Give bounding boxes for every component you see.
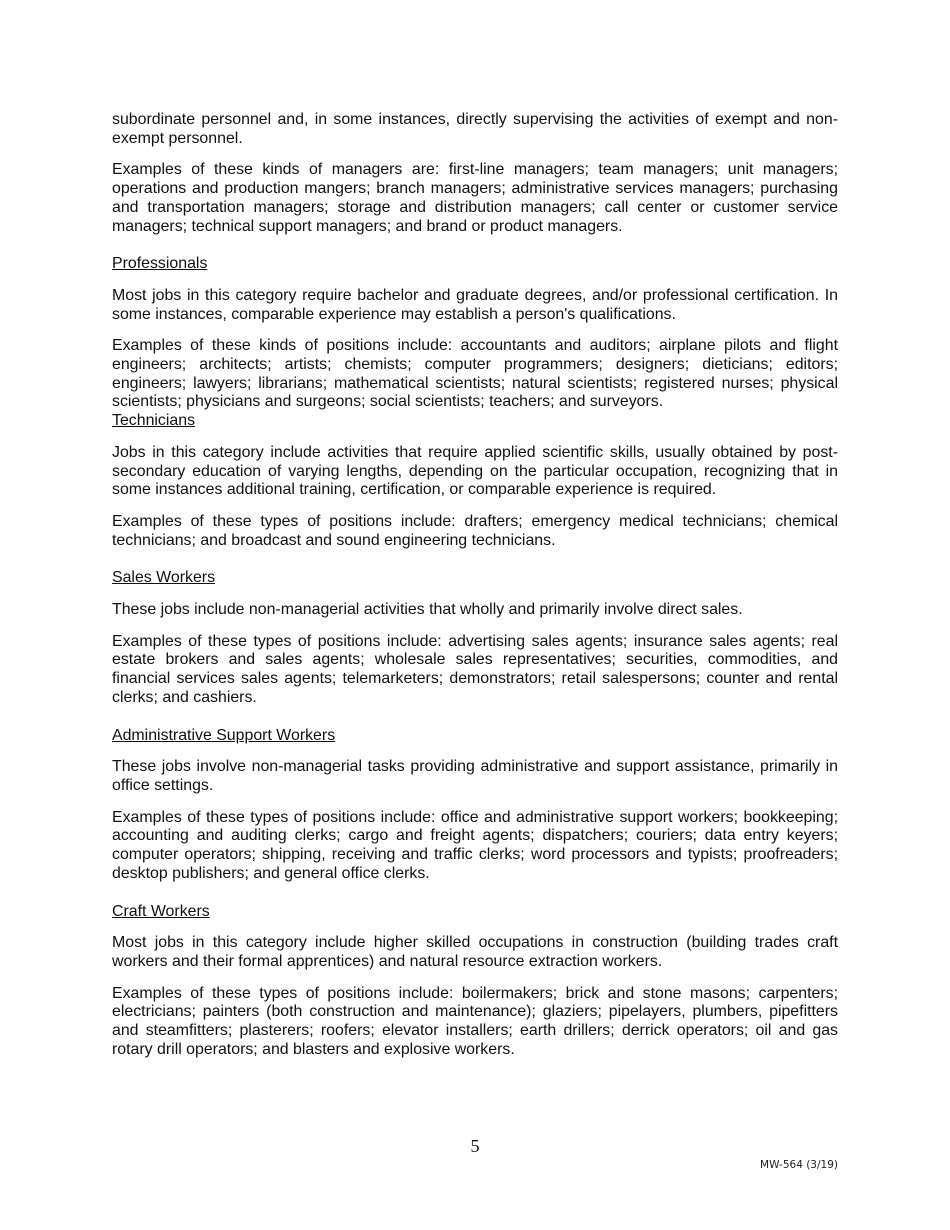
technicians-heading: Technicians <box>112 412 196 430</box>
craft-workers-examples: Examples of these types of positions include: boilermakers; brick and stone masons; carpenters; electricians; painters (both construction and maintenance); glaziers; pipelayers, plumbers, pipefitters and steamfitters; plasterers; roofers; elevator installers; earth drillers; derrick operators; oil and gas rotary drill operators; and blasters and explosive workers. <box>112 984 838 1058</box>
form-identifier: MW-564 (3/19) <box>760 1159 838 1171</box>
professionals-heading: Professionals <box>112 255 208 273</box>
craft-workers-description: Most jobs in this category include higher skilled occupations in construction (building trades craft workers and their formal apprentices) and natural resource extraction workers. <box>112 934 838 970</box>
sales-workers-examples: Examples of these types of positions include: advertising sales agents; insurance sales agents; real estate brokers and sales agents; wholesale sales representatives; securities, commodities, and financial services sales agents; telemarketers; demonstrators; retail salespersons; counter and rental clerks; and cashiers. <box>112 632 838 706</box>
sales-workers-heading: Sales Workers <box>112 569 216 587</box>
administrative-support-heading: Administrative Support Workers <box>112 726 336 744</box>
intro-continuation-paragraph: subordinate personnel and, in some instances, directly supervising the activities of exempt and non-exempt personnel. <box>112 111 838 147</box>
professionals-description: Most jobs in this category require bachelor and graduate degrees, and/or professional certification. In some instances, comparable experience may establish a person's qualifications. <box>112 286 838 323</box>
document-body <box>112 111 838 1072</box>
professionals-examples: Examples of these kinds of positions include: accountants and auditors; airplane pilots and flight engineers; architects; artists; chemists; computer programmers; designers; dieticians; editors; engineers; lawyers; librarians; mathematical scientists; natural scientists; registered nurses; physical scientists; physicians and surgeons; social scientists; teachers; and surveyors. <box>112 337 838 411</box>
administrative-support-description: These jobs involve non-managerial tasks providing administrative and support assistance, primarily in office settings. <box>112 758 838 794</box>
craft-workers-heading: Craft Workers <box>112 902 210 920</box>
technicians-examples: Examples of these types of positions include: drafters; emergency medical technicians; chemical technicians; and broadcast and sound engineering technicians. <box>112 512 838 549</box>
administrative-support-examples: Examples of these types of positions include: office and administrative support workers; bookkeeping; accounting and auditing clerks; cargo and freight agents; dispatchers; couriers; data entry keyers; computer operators; shipping, receiving and traffic clerks; word processors and typists; proofreaders; desktop publishers; and general office clerks. <box>112 808 838 882</box>
managers-examples-paragraph: Examples of these kinds of managers are: first-line managers; team managers; unit managers; operations and production mangers; branch managers; administrative services managers; purchasing and transportation managers; storage and distribution managers; call center or customer service managers; technical support managers; and brand or product managers. <box>112 161 838 235</box>
technicians-description: Jobs in this category include activities that require applied scientific skills, usually obtained by post-secondary education of varying lengths, depending on the particular occupation, recognizing that in some instances additional training, certification, or comparable experience is required. <box>112 443 838 499</box>
page-number: 5 <box>470 1136 480 1156</box>
sales-workers-description: These jobs include non-managerial activities that wholly and primarily involve direct sales. <box>112 601 743 619</box>
